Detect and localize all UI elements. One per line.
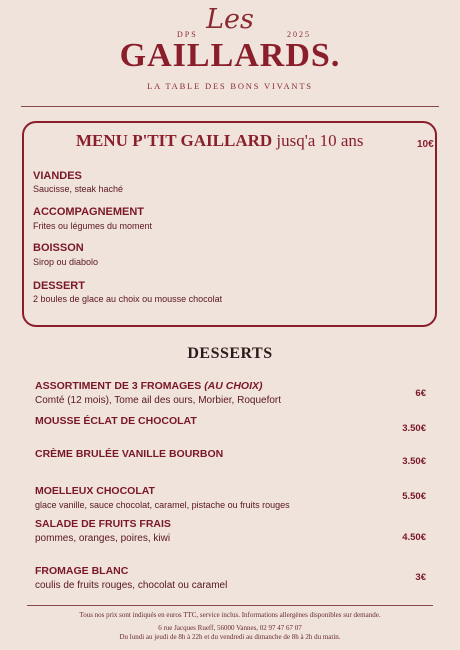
dessert-name: SALADE DE FRUITS FRAIS [35,518,171,530]
dessert-name: CRÈME BRULÉE VANILLE BOURBON [35,448,224,460]
kids-section-detail: Sirop ou diabolo [33,257,99,267]
dessert-description: Comté (12 mois), Tome ail des ours, Morbier, Roquefort [35,395,282,406]
footer-divider [27,605,433,606]
kids-section-heading: ACCOMPAGNEMENT [33,206,145,218]
kids-section-heading: VIANDES [33,170,82,182]
kids-section-detail: Saucisse, steak haché [33,184,124,194]
kids-menu-title-main: MENU P'TIT GAILLARD [76,131,277,150]
footer-hours: Du lundi au jeudi de 8h à 22h et du vendredi au dimanche de 8h à 2h du matin. [119,633,341,641]
kids-section-heading: BOISSON [33,242,84,254]
kids-menu-title [76,131,364,151]
brand-left-tag: DPS [177,30,198,39]
kids-menu-title-age: jusq'a 10 ans [276,131,364,150]
dessert-name: FROMAGE BLANC [35,565,129,577]
desserts-title: DESSERTS [187,345,273,362]
dessert-price: 3.50€ [402,456,426,467]
kids-section-heading: DESSERT [33,280,85,292]
brand-name: GAILLARDS. [119,37,341,74]
dessert-price: 3.50€ [402,423,426,434]
kids-section-detail: Frites ou légumes du moment [33,221,153,231]
dessert-name: MOELLEUX CHOCOLAT [35,485,155,497]
dessert-price: 4.50€ [402,532,426,543]
dessert-description: coulis de fruits rouges, chocolat ou caramel [35,580,228,591]
brand-year: 2025 [287,30,311,39]
dessert-price: 5.50€ [402,491,426,502]
brand-logo [0,0,460,100]
brand-script: Les [206,4,254,35]
brand-tagline: LA TABLE DES BONS VIVANTS [147,81,313,91]
dessert-price: 3€ [415,572,426,583]
footer-address: 6 rue Jacques Rueff, 56000 Vannes, 02 97 47 67 07 [158,624,302,632]
kids-section-detail: 2 boules de glace au choix ou mousse chocolat [33,294,223,304]
dessert-name-note: (AU CHOIX) [204,380,263,392]
dessert-price: 6€ [415,388,426,399]
dessert-name: MOUSSE ÉCLAT DE CHOCOLAT [35,415,197,427]
footer-notice: Tous nos prix sont indiqués en euros TTC, service inclus. Informations allergènes disponibles sur demande. [79,611,381,619]
dessert-description: glace vanille, sauce chocolat, caramel, pistache ou fruits rouges [35,500,290,510]
header-divider [21,106,439,107]
dessert-description: pommes, oranges, poires, kiwi [35,533,171,544]
dessert-name [35,380,263,392]
dessert-name-text: ASSORTIMENT DE 3 FROMAGES [35,380,205,392]
kids-menu-price: 10€ [417,139,434,150]
